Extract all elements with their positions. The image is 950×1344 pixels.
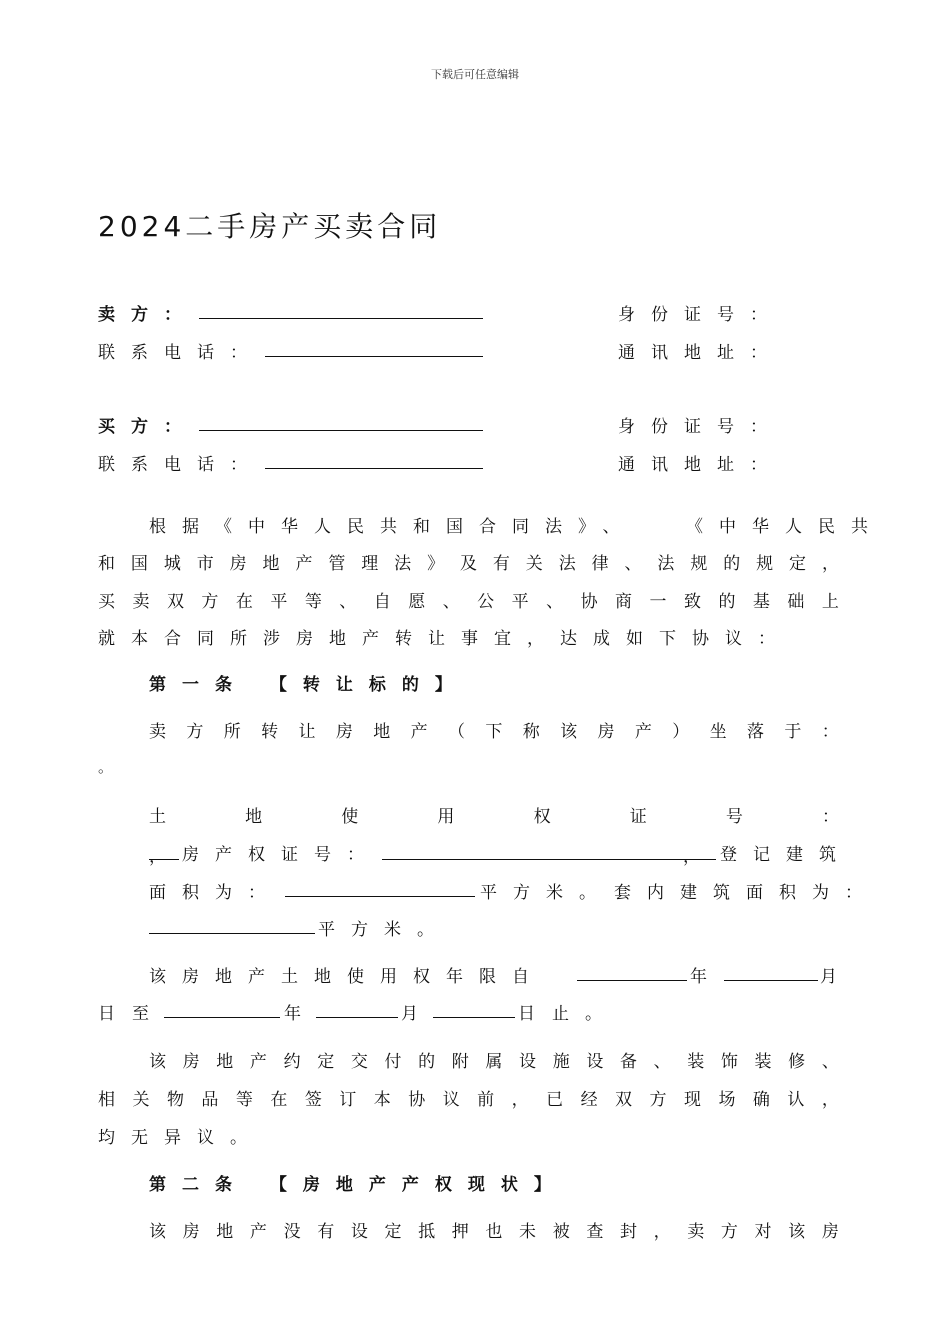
- buyer-name-field[interactable]: [199, 413, 483, 431]
- preamble-line-1a: 根据《中华人民共和国合同法》、: [149, 517, 636, 537]
- start-month-field[interactable]: [724, 963, 818, 981]
- seller-id-label: 身份证号：: [618, 305, 783, 325]
- facilities-line-3: 均无异议。: [98, 1128, 263, 1148]
- end-year-field[interactable]: [164, 1000, 280, 1018]
- seller-name-field[interactable]: [199, 301, 483, 319]
- inner-area-field[interactable]: [149, 916, 315, 934]
- day-label-1: 日: [98, 1004, 131, 1024]
- seller-label: 卖方：: [98, 305, 197, 325]
- end-label: 止。: [552, 1004, 618, 1024]
- article-1-heading: 第一条 【转让标的】: [149, 675, 468, 695]
- comma: ，: [149, 847, 166, 867]
- buyer-address-label: 通讯地址：: [618, 455, 783, 475]
- start-year-field[interactable]: [577, 963, 687, 981]
- preamble-line-1b: 《中华人民共: [686, 517, 884, 537]
- month-label-1: 月: [820, 967, 853, 987]
- buyer-phone-label: 联系电话：: [98, 455, 263, 475]
- land-cert-field[interactable]: [149, 842, 179, 867]
- sqm-label-2: 平方米。: [318, 920, 450, 940]
- buyer-label: 买方：: [98, 417, 197, 437]
- article-1-period: 。: [98, 758, 114, 776]
- reg-area-label-a: 登记建筑: [720, 845, 852, 865]
- year-label-1: 年: [690, 967, 723, 987]
- document-title: 2024二手房产买卖合同: [98, 210, 442, 243]
- land-cert-label: 土 地 使 用 权 证 号 ：: [149, 807, 839, 827]
- article-2-heading: 第二条 【房地产产权现状】: [149, 1175, 567, 1195]
- reg-area-label-b: 面积为：: [149, 883, 281, 903]
- facilities-line-1: 该 房 地 产 约 定 交 付 的 附 属 设 施 设 备 、 装 饰 装 修 、: [149, 1052, 839, 1072]
- sqm-label-1: 平方米。: [480, 883, 612, 903]
- comma: ，: [683, 847, 700, 867]
- house-cert-field[interactable]: [382, 842, 716, 867]
- seller-phone-label: 联系电话：: [98, 343, 263, 363]
- end-month-field[interactable]: [316, 1000, 398, 1018]
- month-label-2: 月: [401, 1004, 434, 1024]
- article-1-location: 卖 方 所 转 让 房 地 产 （ 下 称 该 房 产 ） 坐 落 于 ：: [149, 722, 839, 742]
- article-2-text: 该 房 地 产 没 有 设 定 抵 押 也 未 被 查 封 ， 卖 方 对 该 房: [149, 1222, 839, 1242]
- seller-phone-field[interactable]: [265, 339, 483, 357]
- end-day-field[interactable]: [433, 1000, 515, 1018]
- page-header: 下载后可任意编辑: [431, 68, 519, 81]
- day-label-2: 日: [518, 1004, 551, 1024]
- seller-address-label: 通讯地址：: [618, 343, 783, 363]
- preamble-line-4: 就本合同所涉房地产转让事宜，达成如下协议：: [98, 629, 791, 649]
- land-term-label: 该房地产土地使用权年限自: [149, 967, 545, 987]
- facilities-line-2: 相 关 物 品 等 在 签 订 本 协 议 前 ， 已 经 双 方 现 场 确 认 ，: [98, 1090, 839, 1110]
- preamble-line-2: 和 国 城 市 房 地 产 管 理 法 》 及 有 关 法 律 、 法 规 的 规 定 ，: [98, 554, 839, 574]
- year-label-2: 年: [284, 1004, 317, 1024]
- preamble-line-3: 买 卖 双 方 在 平 等 、 自 愿 、 公 平 、 协 商 一 致 的 基 础 上: [98, 592, 839, 612]
- buyer-phone-field[interactable]: [265, 451, 483, 469]
- reg-area-field[interactable]: [285, 879, 475, 897]
- to-label: 至: [132, 1004, 165, 1024]
- house-cert-label: 房产权证号：: [182, 845, 380, 865]
- buyer-id-label: 身份证号：: [618, 417, 783, 437]
- inner-area-label: 套内建筑面积为：: [614, 883, 878, 903]
